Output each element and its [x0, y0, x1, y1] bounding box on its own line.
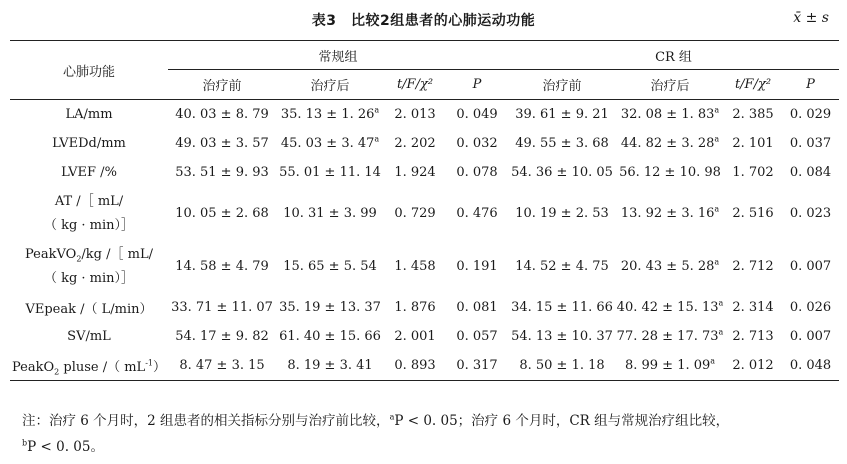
cell: 49. 03 ± 3. 57	[175, 136, 269, 151]
cell: 20. 43 ± 5. 28$^a$	[620, 257, 720, 274]
group-header-cr: CR 组	[508, 41, 839, 70]
cell: 44. 82 ± 3. 28$^a$	[620, 134, 720, 151]
cell: 0. 729	[394, 205, 436, 221]
cell: 14. 52 ± 4. 75	[515, 258, 609, 274]
col-test: t/F/χ²	[384, 70, 446, 100]
cell: 0. 317	[446, 351, 508, 381]
col-before: 治疗前	[168, 70, 276, 100]
col-after: 治疗后	[616, 70, 724, 100]
table-row	[10, 293, 839, 322]
cell: 39. 61 ± 9. 21	[515, 107, 609, 122]
col-p: P	[446, 70, 508, 100]
cell: 2. 001	[394, 329, 436, 344]
row-label: PeakO$_2$ pluse /（ $mL^{-1}$）	[10, 351, 168, 381]
cell: 0. 049	[456, 107, 498, 122]
cell: 0. 191	[456, 258, 498, 274]
table-row	[10, 187, 839, 240]
cell: 49. 55 ± 3. 68	[515, 136, 609, 151]
cell: 0. 007	[789, 258, 832, 274]
table-footnote: 注：治疗 6 个月时，2 组患者的相关指标分别与治疗前比较，$^a$P < 0. 05；治疗 6 个月时，CR 组与常规治疗组比较， $^b$P < 0. 05。	[22, 412, 730, 455]
col-p: P	[782, 70, 839, 100]
cell: 2. 314	[732, 300, 774, 315]
cell: 2. 516	[732, 205, 774, 221]
cell: 0. 048	[782, 351, 839, 381]
cell: 1. 924	[394, 165, 436, 180]
row-label: LA/mm	[65, 107, 113, 122]
cell: 2. 101	[732, 136, 774, 151]
col-after: 治疗后	[276, 70, 384, 100]
cell: 0. 893	[384, 351, 446, 381]
cell: 1. 876	[394, 300, 436, 315]
group-header-conventional: 常规组	[168, 41, 508, 70]
table-row	[10, 351, 839, 381]
cell: 1. 458	[394, 258, 436, 274]
cell: 2. 713	[732, 329, 774, 344]
cell: 34. 15 ± 11. 66	[511, 300, 613, 315]
cell: 0. 032	[456, 136, 498, 151]
cell: 35. 19 ± 13. 37	[279, 300, 381, 315]
cell: 8. 99 ± 1. 09$^a$	[616, 351, 724, 381]
cell: 10. 05 ± 2. 68	[175, 205, 269, 221]
cell: 53. 51 ± 9. 93	[175, 165, 269, 180]
cell: 0. 029	[789, 107, 832, 122]
cell: 2. 712	[732, 258, 774, 274]
table-row	[10, 158, 839, 187]
cell: 54. 36 ± 10. 05	[511, 165, 613, 180]
row-label: VEpeak /（ L/min）	[25, 302, 153, 317]
cell: 40. 42 ± 15. 13$^a$	[616, 298, 724, 315]
table-row	[10, 129, 839, 158]
cell: 8. 19 ± 3. 41	[276, 351, 384, 381]
cell: 45. 03 ± 3. 47$^a$	[280, 134, 380, 151]
cell: 14. 58 ± 4. 79	[175, 258, 269, 274]
col-test: t/F/χ²	[724, 70, 782, 100]
cell: 2. 202	[394, 136, 436, 151]
cell: 13. 92 ± 3. 16$^a$	[620, 204, 720, 221]
row-label: SV/mL	[67, 329, 111, 344]
cell: 2. 013	[394, 107, 436, 122]
row-label: PeakVO$_2$/kg /［ mL/ （ kg · min）］	[25, 246, 153, 286]
cell: 0. 476	[456, 205, 498, 221]
cell: 0. 023	[789, 205, 832, 221]
cell: 0. 026	[789, 300, 832, 315]
table-row	[10, 240, 839, 293]
cell: 1. 702	[732, 165, 774, 180]
table-title: 表3 比较2组患者的心肺运动功能	[311, 13, 536, 29]
cell: 0. 081	[456, 300, 498, 315]
cell: 40. 03 ± 8. 79	[175, 107, 269, 122]
cell: 0. 007	[789, 329, 832, 344]
cell: 54. 17 ± 9. 82	[175, 329, 269, 344]
row-label: AT /［ mL/ （ kg · min）］	[43, 193, 135, 233]
row-label: LVEF /%	[61, 165, 117, 180]
cell: 0. 037	[789, 136, 832, 151]
cell: 8. 50 ± 1. 18	[508, 351, 616, 381]
cell: 8. 47 ± 3. 15	[168, 351, 276, 381]
col-before: 治疗前	[508, 70, 616, 100]
row-label: LVEDd/mm	[52, 136, 126, 151]
cell: 0. 084	[789, 165, 832, 180]
cell: 33. 71 ± 11. 07	[171, 300, 273, 315]
table-row	[10, 322, 839, 351]
cell: 32. 08 ± 1. 83$^a$	[620, 105, 720, 122]
cell: 15. 65 ± 5. 54	[283, 258, 377, 274]
cell: 10. 19 ± 2. 53	[515, 205, 609, 221]
cell: 35. 13 ± 1. 26$^a$	[280, 105, 380, 122]
cell: 0. 078	[456, 165, 498, 180]
cell: 56. 12 ± 10. 98	[619, 165, 721, 180]
cardiopulmonary-table	[10, 40, 839, 381]
cell: 77. 28 ± 17. 73$^a$	[616, 327, 724, 344]
cell: 2. 385	[732, 107, 774, 122]
stat-notation: x̄ ± s	[793, 10, 829, 26]
cell: 10. 31 ± 3. 99	[283, 205, 377, 221]
table-row	[10, 100, 839, 130]
cell: 54. 13 ± 10. 37	[511, 329, 613, 344]
cell: 55. 01 ± 11. 14	[279, 165, 381, 180]
cell: 0. 057	[456, 329, 498, 344]
row-label-header: 心肺功能	[10, 41, 168, 100]
cell: 61. 40 ± 15. 66	[279, 329, 381, 344]
cell: 2. 012	[724, 351, 782, 381]
